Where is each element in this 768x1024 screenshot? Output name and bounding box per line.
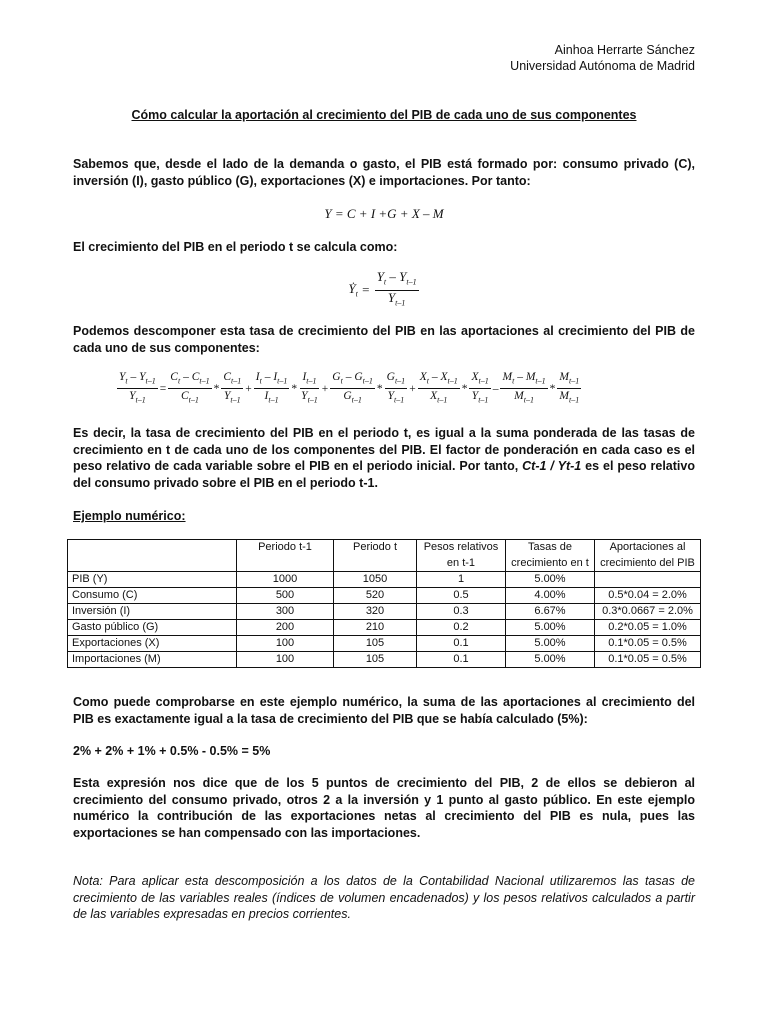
table-cell: 320: [334, 604, 417, 620]
table-cell: Gasto público (G): [68, 620, 237, 636]
table-row: [68, 572, 701, 588]
table-cell: 0.3: [417, 604, 506, 620]
table-cell: Consumo (C): [68, 588, 237, 604]
note-paragraph: Nota: Para aplicar esta descomposición a los datos de la Contabilidad Nacional utilizaremos las tasas de crecimiento de las variables reales (índices de volumen encadenados) y los pesos relativos calculados a partir de las variables expresadas en precios corrientes.: [73, 874, 695, 921]
explanation-paragraph: [73, 425, 695, 491]
equation-decomposition: $\frac{Y_t - Y_{t-1}}{Y_{t-1}}$ = $\frac{C_t - C_{t-1}}{C_{t-1}}$ * $\frac{C_{t-1}}{Y_{t-1}}$ + $\frac{I_t - I_{t-1}}{I_{t-1}}$ * $\frac{I_{t-1}}{Y_{t-1}}$ + $\frac{G_t - G_{t-1}}{G_{t-1}}$ * $\frac{G_{t-1}}{Y_{t-1}}$ + $\frac{X_t - X_{t-1}}{X_{t-1}}$ * $\frac{X_{t-1}}{Y_{t-1}}$ – $\frac{M_t - M_{t-1}}{M_{t-1}}$ * $\frac{M_{t-1}}{M_{t-1}}$: [119, 371, 580, 405]
table-cell: 200: [237, 620, 334, 636]
table-cell: 210: [334, 620, 417, 636]
table-cell: 0.1*0.05 = 0.5%: [595, 636, 701, 652]
table-row: [68, 620, 701, 636]
table-header-cell: Periodo t-1: [237, 540, 334, 572]
growth-intro-paragraph: El crecimiento del PIB en el periodo t se calcula como:: [73, 240, 398, 254]
table-cell: PIB (Y): [68, 572, 237, 588]
explanation-text-2: es el peso relativo del consumo privado sobre el PIB en el periodo t-1.: [73, 459, 695, 490]
table-row: [68, 604, 701, 620]
equation-gdp-identity: Y = C + I +G + X – M: [324, 206, 444, 221]
explanation-ratio: Ct-1 / Yt-1: [522, 459, 582, 473]
table-cell: 5.00%: [506, 636, 595, 652]
author-name: Ainhoa Herrarte Sánchez: [554, 43, 695, 57]
table-cell: 4.00%: [506, 588, 595, 604]
sum-line: 2% + 2% + 1% + 0.5% - 0.5% = 5%: [73, 744, 271, 758]
table-cell: 105: [334, 652, 417, 668]
document-title: Cómo calcular la aportación al crecimiento del PIB de cada uno de sus componentes: [131, 108, 637, 122]
table-cell: [595, 572, 701, 588]
table-cell: 1050: [334, 572, 417, 588]
intro-paragraph: Sabemos que, desde el lado de la demanda o gasto, el PIB está formado por: consumo privado (C), inversión (I), gasto público (G), exportaciones (X) e importaciones. Por tanto:: [73, 157, 695, 188]
table-cell: 100: [237, 652, 334, 668]
table-cell: 5.00%: [506, 572, 595, 588]
table-row: [68, 636, 701, 652]
conclusion-paragraph: Como puede comprobarse en este ejemplo numérico, la suma de las aportaciones al crecimiento del PIB es exactamente igual a la tasa de crecimiento del PIB que se había calculado (5%):: [73, 695, 695, 726]
table-cell: 1000: [237, 572, 334, 588]
table-cell: 300: [237, 604, 334, 620]
table-header-cell: Aportaciones al crecimiento del PIB: [595, 540, 701, 572]
table-cell: Exportaciones (X): [68, 636, 237, 652]
equation-growth-rate: $Ẏ_t$ = $\frac{Y_t - Y_{t-1}}{Y_{t-1}}$: [348, 269, 417, 308]
table-header-cell: Tasas de crecimiento en t: [506, 540, 595, 572]
table-header-row: [68, 540, 701, 572]
explanation-text-1: Es decir, la tasa de crecimiento del PIB en el periodo t, es igual a la suma ponderada de las tasas de crecimiento en t de cada uno de los componentes del PIB. El factor de ponderación en cada caso es el peso relativo de cada variable sobre el PIB en el periodo inicial. Por tanto,: [73, 426, 695, 473]
table-row: [68, 588, 701, 604]
table-cell: 100: [237, 636, 334, 652]
table-row: [68, 652, 701, 668]
table-cell: 0.2: [417, 620, 506, 636]
table-header-cell: Pesos relativos en t-1: [417, 540, 506, 572]
table-header-cell: Periodo t: [334, 540, 417, 572]
table-cell: 6.67%: [506, 604, 595, 620]
table-cell: 0.1: [417, 652, 506, 668]
example-table: [67, 539, 701, 668]
table-cell: 5.00%: [506, 620, 595, 636]
table-cell: 0.1*0.05 = 0.5%: [595, 652, 701, 668]
author-block: [510, 42, 695, 74]
table-cell: 500: [237, 588, 334, 604]
decompose-intro-paragraph: Podemos descomponer esta tasa de crecimiento del PIB en las aportaciones al crecimiento del PIB de cada uno de sus componentes:: [73, 324, 695, 355]
table-cell: Inversión (I): [68, 604, 237, 620]
institution-name: Universidad Autónoma de Madrid: [510, 59, 695, 73]
table-cell: 0.2*0.05 = 1.0%: [595, 620, 701, 636]
table-cell: 1: [417, 572, 506, 588]
table-cell: 0.5*0.04 = 2.0%: [595, 588, 701, 604]
table-cell: 0.1: [417, 636, 506, 652]
interpretation-paragraph: Esta expresión nos dice que de los 5 puntos de crecimiento del PIB, 2 de ellos se debieron al crecimiento del consumo privado, otros 2 a la inversión y 1 punto al gasto público. En este ejemplo numérico la contribución de las exportaciones netas al crecimiento del PIB es nula, pues las exportaciones se han compensado con las importaciones.: [73, 776, 695, 840]
table-cell: Importaciones (M): [68, 652, 237, 668]
table-cell: 105: [334, 636, 417, 652]
table-header-cell: [68, 540, 237, 572]
example-heading: Ejemplo numérico:: [73, 509, 186, 523]
table-cell: 0.3*0.0667 = 2.0%: [595, 604, 701, 620]
table-cell: 0.5: [417, 588, 506, 604]
table-cell: 520: [334, 588, 417, 604]
table-cell: 5.00%: [506, 652, 595, 668]
